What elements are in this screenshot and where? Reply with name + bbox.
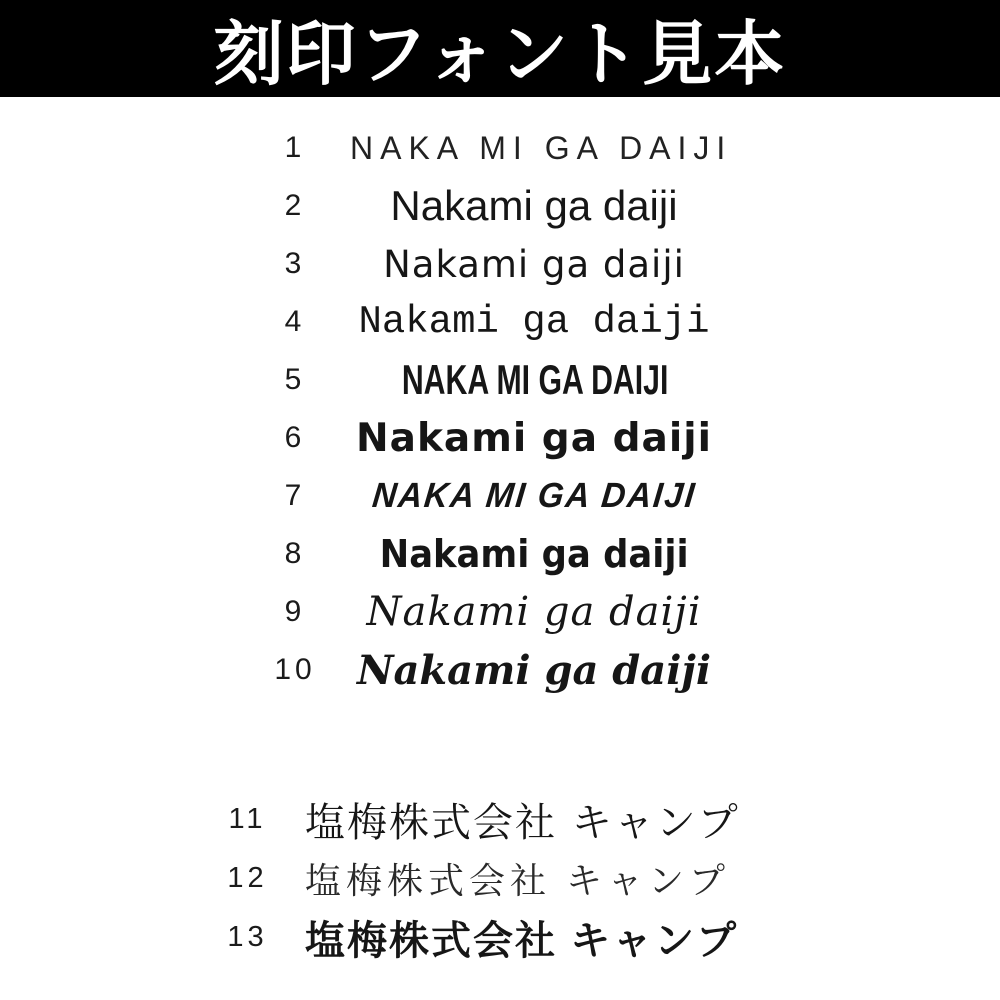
sample-text-glyphs: NAKA MI GA DAIJI (401, 356, 669, 403)
font-sample-row-11 (190, 790, 760, 849)
sample-text (350, 182, 760, 230)
font-sample-row-8 (240, 525, 760, 583)
sample-number: 3 (284, 247, 306, 280)
sample-number: 10 (274, 653, 316, 686)
sample-number: 12 (227, 862, 268, 894)
sample-text (350, 356, 762, 404)
font-sample-row-12 (190, 849, 760, 908)
sample-number: 4 (284, 305, 306, 338)
font-sample-list-japanese (190, 790, 760, 967)
font-sample-list-latin (240, 119, 760, 699)
sample-text-glyphs: Nakami ga daiji (366, 589, 702, 635)
sample-text-glyphs: NAKA MI GA DAIJI (350, 129, 733, 166)
sample-number: 1 (284, 131, 306, 164)
sample-text (350, 589, 760, 635)
sample-text-glyphs: NAKA MI GA DAIJI (370, 476, 698, 515)
font-sample-row-2 (240, 177, 760, 235)
sample-text (305, 791, 786, 848)
font-sample-row-4 (240, 293, 760, 351)
sample-text (350, 416, 760, 461)
sample-text (350, 476, 760, 516)
font-sample-row-5 (240, 351, 760, 409)
sample-text-glyphs: 塩梅株式会社 キャンプ (305, 919, 739, 963)
sample-text (305, 909, 784, 966)
sample-number: 7 (284, 479, 306, 512)
header-bar (0, 0, 1000, 97)
sample-number: 2 (284, 189, 306, 222)
sample-number: 11 (228, 803, 267, 835)
sample-text (350, 300, 760, 344)
sample-text-glyphs: Nakami ga daiji (358, 300, 710, 344)
sample-text-glyphs: 塩梅株式会社 キャンプ (305, 800, 740, 846)
sample-text (350, 647, 760, 694)
sample-text-glyphs: Nakami ga daiji (390, 182, 678, 229)
sample-text-glyphs: Nakami ga daiji (383, 242, 685, 286)
font-sample-row-7 (240, 467, 760, 525)
sample-text (350, 130, 774, 167)
font-sample-row-6 (240, 409, 760, 467)
sample-number: 13 (227, 921, 268, 953)
sample-text-glyphs: 塩梅株式会社 キャンプ (305, 860, 731, 901)
sample-text (305, 853, 776, 904)
font-sample-row-1 (240, 119, 760, 177)
sample-number: 8 (284, 537, 306, 570)
font-sample-row-13 (190, 908, 760, 967)
sample-number: 6 (284, 421, 306, 454)
sample-number: 5 (284, 363, 306, 396)
sample-text-glyphs: Nakami ga daiji (379, 532, 689, 576)
sample-text (350, 532, 760, 576)
font-sample-row-9 (240, 583, 760, 641)
sample-number: 9 (284, 595, 306, 628)
sample-text-glyphs: Nakami ga daiji (356, 415, 712, 461)
font-sample-row-3 (240, 235, 760, 293)
page-title: 刻印フォント見本 (213, 15, 787, 93)
sample-text (350, 243, 760, 286)
sample-text-glyphs: Nakami ga daiji (356, 646, 712, 694)
font-sample-row-10 (240, 641, 760, 699)
